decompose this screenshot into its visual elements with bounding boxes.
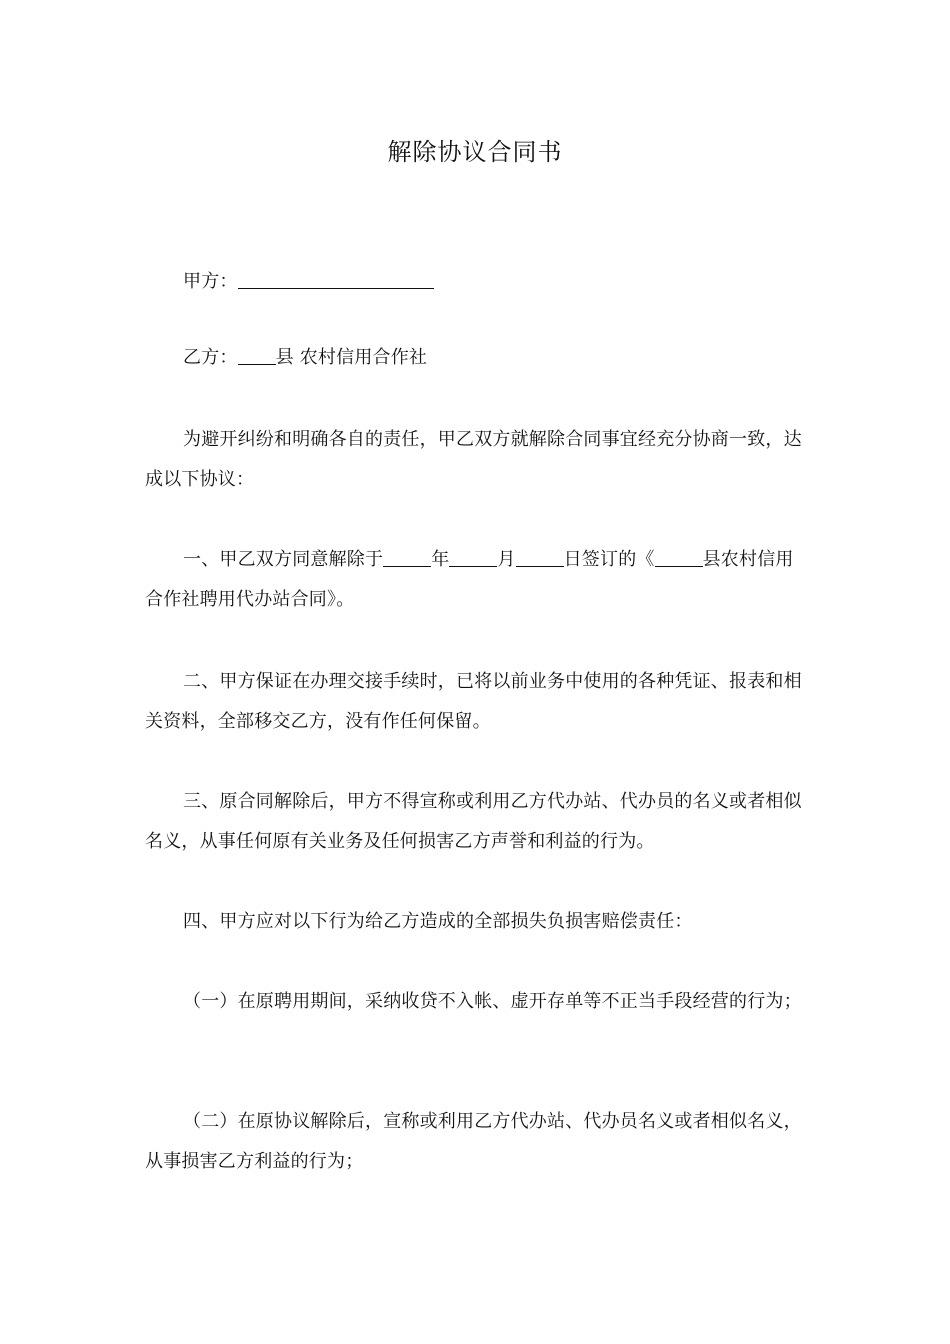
clause-2-paragraph: 二、甲方保证在办理交接手续时，已将以前业务中使用的各种凭证、报表和相关资料，全部移交乙方，没有作任何保留。 [145, 671, 802, 732]
clause-4-paragraph: 四、甲方应对以下行为给乙方造成的全部损失负损害赔偿责任： [183, 911, 693, 932]
clause-3-paragraph: 三、原合同解除后，甲方不得宣称或利用乙方代办站、代办员的名义或者相似名义，从事任何原有关业务及任何损害乙方声誉和利益的行为。 [145, 791, 802, 852]
clause-1-day-signed: 日签订的《 [563, 549, 655, 570]
clause-1-year: 年 [431, 549, 450, 570]
year-blank [383, 546, 431, 567]
clause-1-part1: 一、甲乙双方同意解除于 [183, 549, 384, 570]
document-title: 解除协议合同书 [387, 138, 563, 166]
party-b-suffix: 县 农村信用合作社 [275, 347, 428, 368]
clause-1-paragraph [145, 540, 805, 620]
preamble-paragraph: 为避开纠纷和明确各自的责任，甲乙双方就解除合同事宜经充分协商一致，达成以下协议： [145, 429, 802, 490]
party-b-label: 乙方： [183, 347, 238, 368]
party-a-line [145, 262, 805, 302]
item-2-paragraph: （二）在原协议解除后，宣称或利用乙方代办站、代办员名义或者相似名义，从事损害乙方利益的行为； [145, 1111, 802, 1172]
party-a-blank [238, 268, 434, 289]
party-b-blank [238, 344, 276, 365]
clause-1-rest: 县农村信用合作社聘用代办站合同》。 [145, 549, 794, 610]
clause-1-month: 月 [497, 549, 516, 570]
item-1-paragraph: （一）在原聘用期间，采纳收贷不入帐、虚开存单等不正当手段经营的行为； [183, 991, 802, 1012]
day-blank [516, 546, 564, 567]
party-b-line [145, 338, 805, 378]
county-blank [655, 546, 703, 567]
month-blank [449, 546, 497, 567]
party-a-label: 甲方： [183, 271, 238, 292]
